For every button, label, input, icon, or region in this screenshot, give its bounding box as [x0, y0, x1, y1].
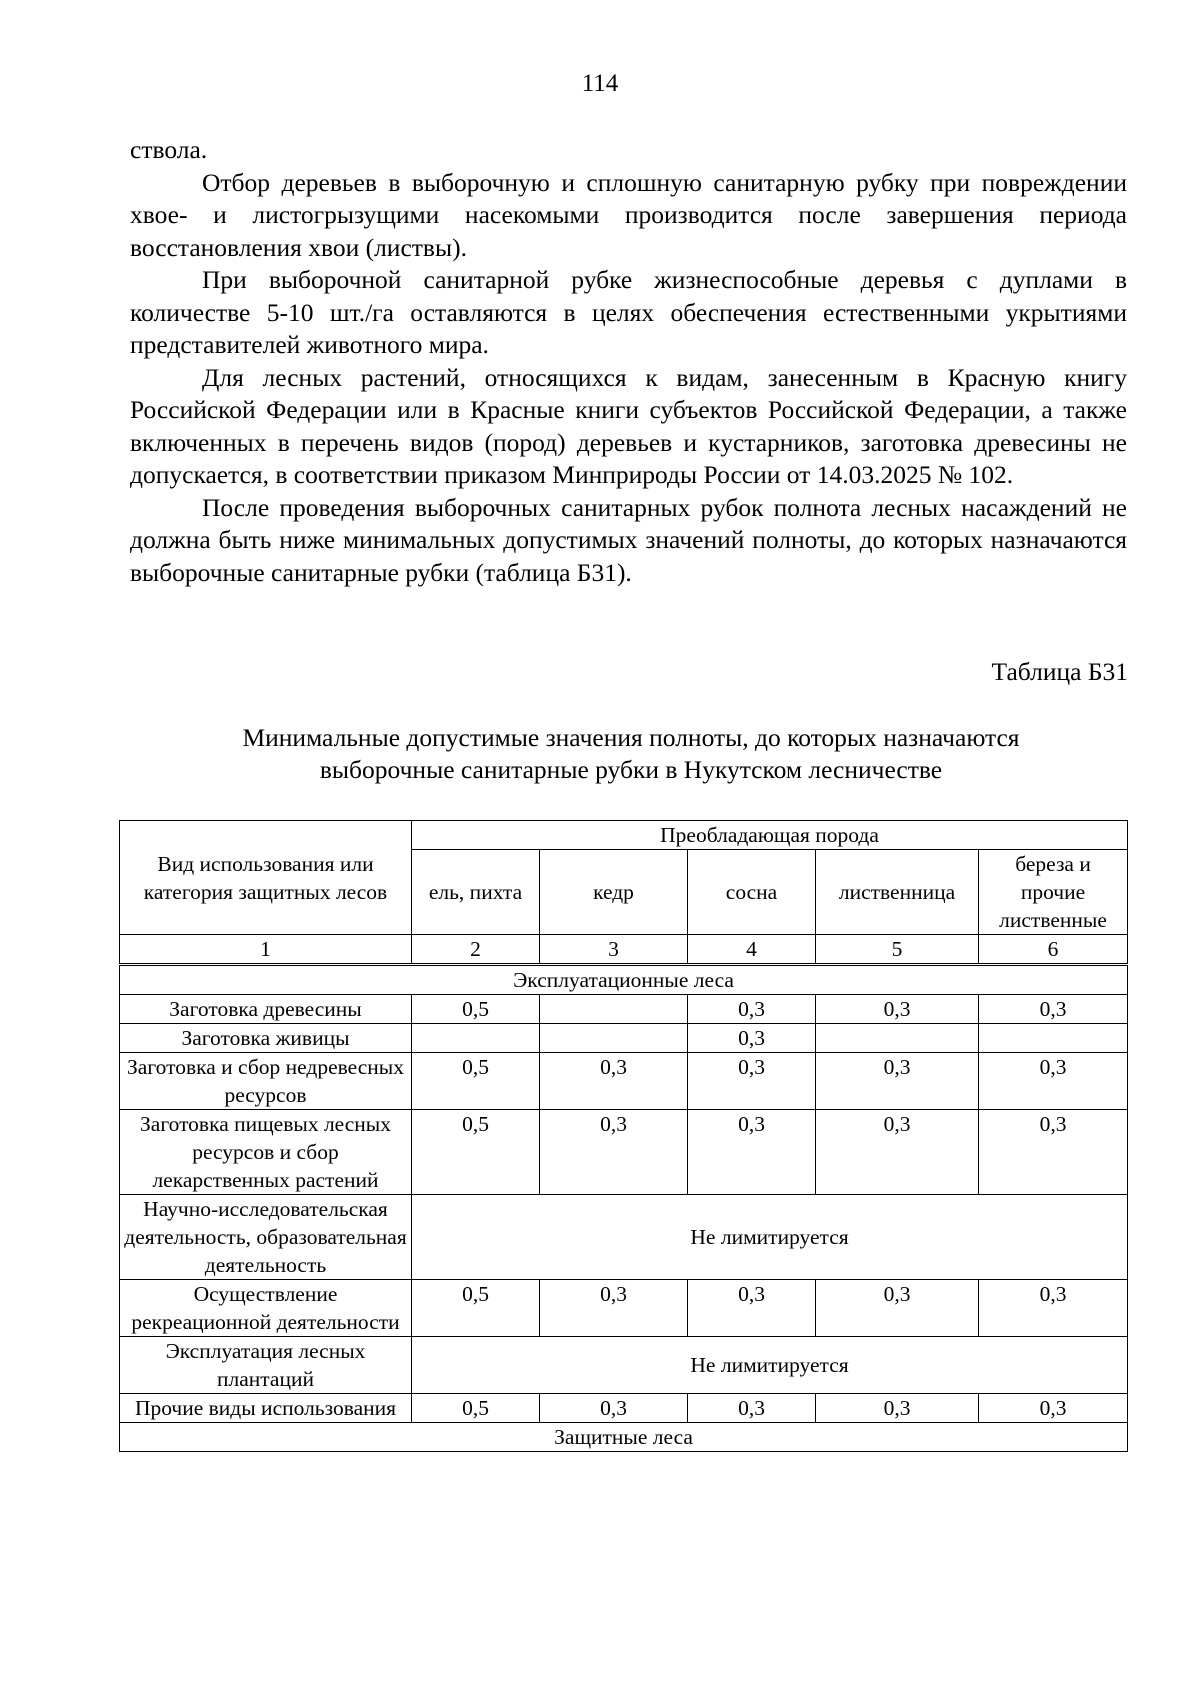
value-cell: 0,3: [540, 1053, 688, 1110]
table-row: [120, 1053, 1128, 1110]
value-cell: [979, 1024, 1128, 1053]
row-label: Осуществление рекреационной деятельности: [120, 1280, 412, 1337]
table-row: [120, 995, 1128, 1024]
paragraph: При выборочной санитарной рубке жизнеспособные деревья с дуплами в количестве 5-10 шт./га оставляются в целях обеспечения естественными укрытиями представителей животного мира.: [130, 265, 1127, 359]
value-cell: 0,3: [979, 1394, 1128, 1423]
section-exploitation-forests: Эксплуатационные леса: [120, 965, 1128, 995]
row-label: Прочие виды использования: [120, 1394, 412, 1423]
column-number: 3: [540, 935, 688, 965]
value-cell: 0,3: [688, 995, 816, 1024]
header-species: береза и прочие лиственные: [979, 850, 1128, 935]
value-cell: 0,3: [688, 1394, 816, 1423]
value-cell: 0,3: [816, 995, 979, 1024]
body-text: [130, 134, 1127, 589]
value-cell: 0,5: [412, 995, 540, 1024]
page-number: 114: [581, 70, 619, 97]
value-cell: [412, 1024, 540, 1053]
column-number: 6: [979, 935, 1128, 965]
value-cell: 0,3: [540, 1110, 688, 1195]
column-number: 2: [412, 935, 540, 965]
table-row: [120, 1394, 1128, 1423]
table-row: [120, 1110, 1128, 1195]
value-cell: 0,3: [979, 1280, 1128, 1337]
value-cell: 0,3: [688, 1024, 816, 1053]
section-row: [120, 965, 1128, 995]
paragraph: Отбор деревьев в выборочную и сплошную санитарную рубку при повреждении хвое- и листогрызущими насекомыми производится после завершения периода восстановления хвои (листвы).: [130, 167, 1127, 262]
section-protective-forests: Защитные леса: [120, 1423, 1128, 1452]
value-cell: 0,3: [979, 1053, 1128, 1110]
value-cell: [816, 1024, 979, 1053]
paragraph: ствола.: [130, 135, 208, 164]
column-number: 5: [816, 935, 979, 965]
merged-value-cell: Не лимитируется: [412, 1337, 1128, 1394]
value-cell: 0,3: [816, 1053, 979, 1110]
value-cell: 0,3: [816, 1110, 979, 1195]
section-row: [120, 1423, 1128, 1452]
header-row: [120, 821, 1128, 850]
column-number: 4: [688, 935, 816, 965]
value-cell: 0,5: [412, 1053, 540, 1110]
header-usage-type: Вид использования или категория защитных лесов: [120, 821, 412, 935]
value-cell: 0,5: [412, 1280, 540, 1337]
value-cell: 0,3: [540, 1394, 688, 1423]
value-cell: 0,3: [979, 995, 1128, 1024]
table-row: [120, 1337, 1128, 1394]
header-species: лиственница: [816, 850, 979, 935]
header-species: кедр: [540, 850, 688, 935]
column-number-row: [120, 935, 1128, 965]
paragraph: После проведения выборочных санитарных рубок полнота лесных насаждений не должна быть ниже минимальных допустимых значений полноты, до которых назначаются выборочные санитарные рубки (таблица Б31).: [130, 492, 1127, 587]
row-label: Заготовка древесины: [120, 995, 412, 1024]
value-cell: 0,3: [688, 1280, 816, 1337]
merged-value-cell: Не лимитируется: [412, 1195, 1128, 1280]
table-row: [120, 1195, 1128, 1280]
value-cell: 0,3: [688, 1053, 816, 1110]
value-cell: 0,3: [688, 1110, 816, 1195]
value-cell: 0,3: [979, 1110, 1128, 1195]
density-table: [119, 820, 1128, 1452]
value-cell: 0,5: [412, 1110, 540, 1195]
value-cell: 0,5: [412, 1394, 540, 1423]
row-label: Научно-исследовательская деятельность, образовательная деятельность: [120, 1195, 412, 1280]
row-label: Заготовка и сбор недревесных ресурсов: [120, 1053, 412, 1110]
paragraph: Для лесных растений, относящихся к видам, занесенным в Красную книгу Российской Федерации или в Красные книги субъектов Российской Федерации, а также включенных в перечень видов (пород) деревьев и кустарников, заготовка древесины не допускается, в соответствии приказом Минприроды России от 14.03.2025 № 102.: [130, 362, 1127, 489]
value-cell: [540, 1024, 688, 1053]
row-label: Заготовка пищевых лесных ресурсов и сбор лекарственных растений: [120, 1110, 412, 1195]
row-label: Эксплуатация лесных плантаций: [120, 1337, 412, 1394]
table-row: [120, 1280, 1128, 1337]
row-label: Заготовка живицы: [120, 1024, 412, 1053]
header-species: ель, пихта: [412, 850, 540, 935]
table-caption-line: Минимальные допустимые значения полноты, до которых назначаются: [242, 723, 1020, 752]
table-caption: [0, 722, 1200, 786]
table-row: [120, 1024, 1128, 1053]
value-cell: 0,3: [540, 1280, 688, 1337]
table-caption-line: выборочные санитарные рубки в Нукутском лесничестве: [319, 755, 943, 784]
value-cell: [540, 995, 688, 1024]
header-dominant-species: Преобладающая порода: [412, 821, 1128, 850]
column-number: 1: [120, 935, 412, 965]
table-label: Таблица Б31: [991, 657, 1128, 686]
value-cell: 0,3: [816, 1280, 979, 1337]
value-cell: 0,3: [816, 1394, 979, 1423]
header-species: сосна: [688, 850, 816, 935]
